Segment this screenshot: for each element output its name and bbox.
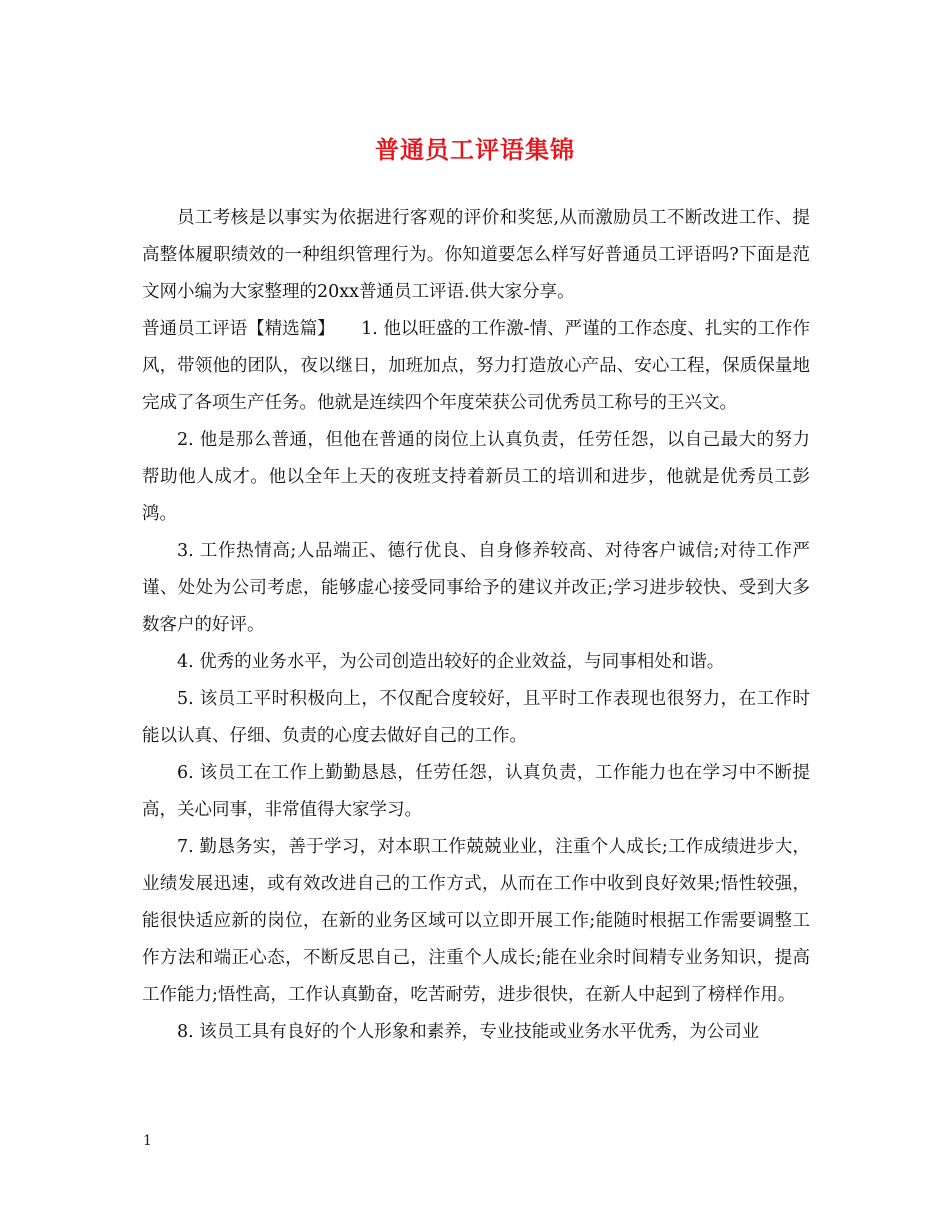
paragraph-item-8: 8. 该员工具有良好的个人形象和素养，专业技能或业务水平优秀，为公司业 xyxy=(177,1022,760,1042)
document-body xyxy=(142,200,810,1051)
paragraph-item-4: 4. 优秀的业务水平，为公司创造出较好的企业效益，与同事相处和谐。 xyxy=(177,652,725,672)
paragraph-item-1: 普通员工评语【精选篇】 1. 他以旺盛的工作激-情、严谨的工作态度、扎实的工作作风，带领他的团队，夜以继日，加班加点，努力打造放心产品、安心工程，保质保量地完成了各项生产任务。他就是连续四个年度荣获公司优秀员工称号的王兴文。 xyxy=(142,319,810,413)
document-title: 普通员工评语集锦 xyxy=(375,135,575,164)
paragraph-item-3: 3. 工作热情高;人品端正、德行优良、自身修养较高、对待客户诚信;对待工作严谨、处处为公司考虑，能够虚心接受同事给予的建议并改正;学习进步较快、受到大多数客户的好评。 xyxy=(142,541,810,635)
paragraph-item-2: 2. 他是那么普通，但他在普通的岗位上认真负责，任劳任怨，以自己最大的努力帮助他人成才。他以全年上天的夜班支持着新员工的培训和进步，他就是优秀员工彭鸿。 xyxy=(142,430,810,524)
paragraph-item-6: 6. 该员工在工作上勤勤恳恳，任劳任怨，认真负责，工作能力也在学习中不断提高，关心同事，非常值得大家学习。 xyxy=(142,763,810,820)
paragraph-intro: 员工考核是以事实为依据进行客观的评价和奖惩,从而激励员工不断改进工作、提高整体履职绩效的一种组织管理行为。你知道要怎么样写好普通员工评语吗?下面是范文网小编为大家整理的20xx普通员工评语.供大家分享。 xyxy=(142,208,810,302)
paragraph-item-7: 7. 勤恳务实，善于学习，对本职工作兢兢业业，注重个人成长;工作成绩进步大，业绩发展迅速，或有效改进自己的工作方式，从而在工作中收到良好效果;悟性较强，能很快适应新的岗位，在新的业务区域可以立即开展工作;能随时根据工作需要调整工作方法和端正心态，不断反思自己，注重个人成长;能在业余时间精专业务知识，提高工作能力;悟性高，工作认真勤奋，吃苦耐劳，进步很快，在新人中起到了榜样作用。 xyxy=(142,837,810,1005)
page-number: 1 xyxy=(143,1133,152,1149)
paragraph-item-5: 5. 该员工平时积极向上，不仅配合度较好，且平时工作表现也很努力，在工作时能以认真、仔细、负责的心度去做好自己的工作。 xyxy=(142,689,810,746)
